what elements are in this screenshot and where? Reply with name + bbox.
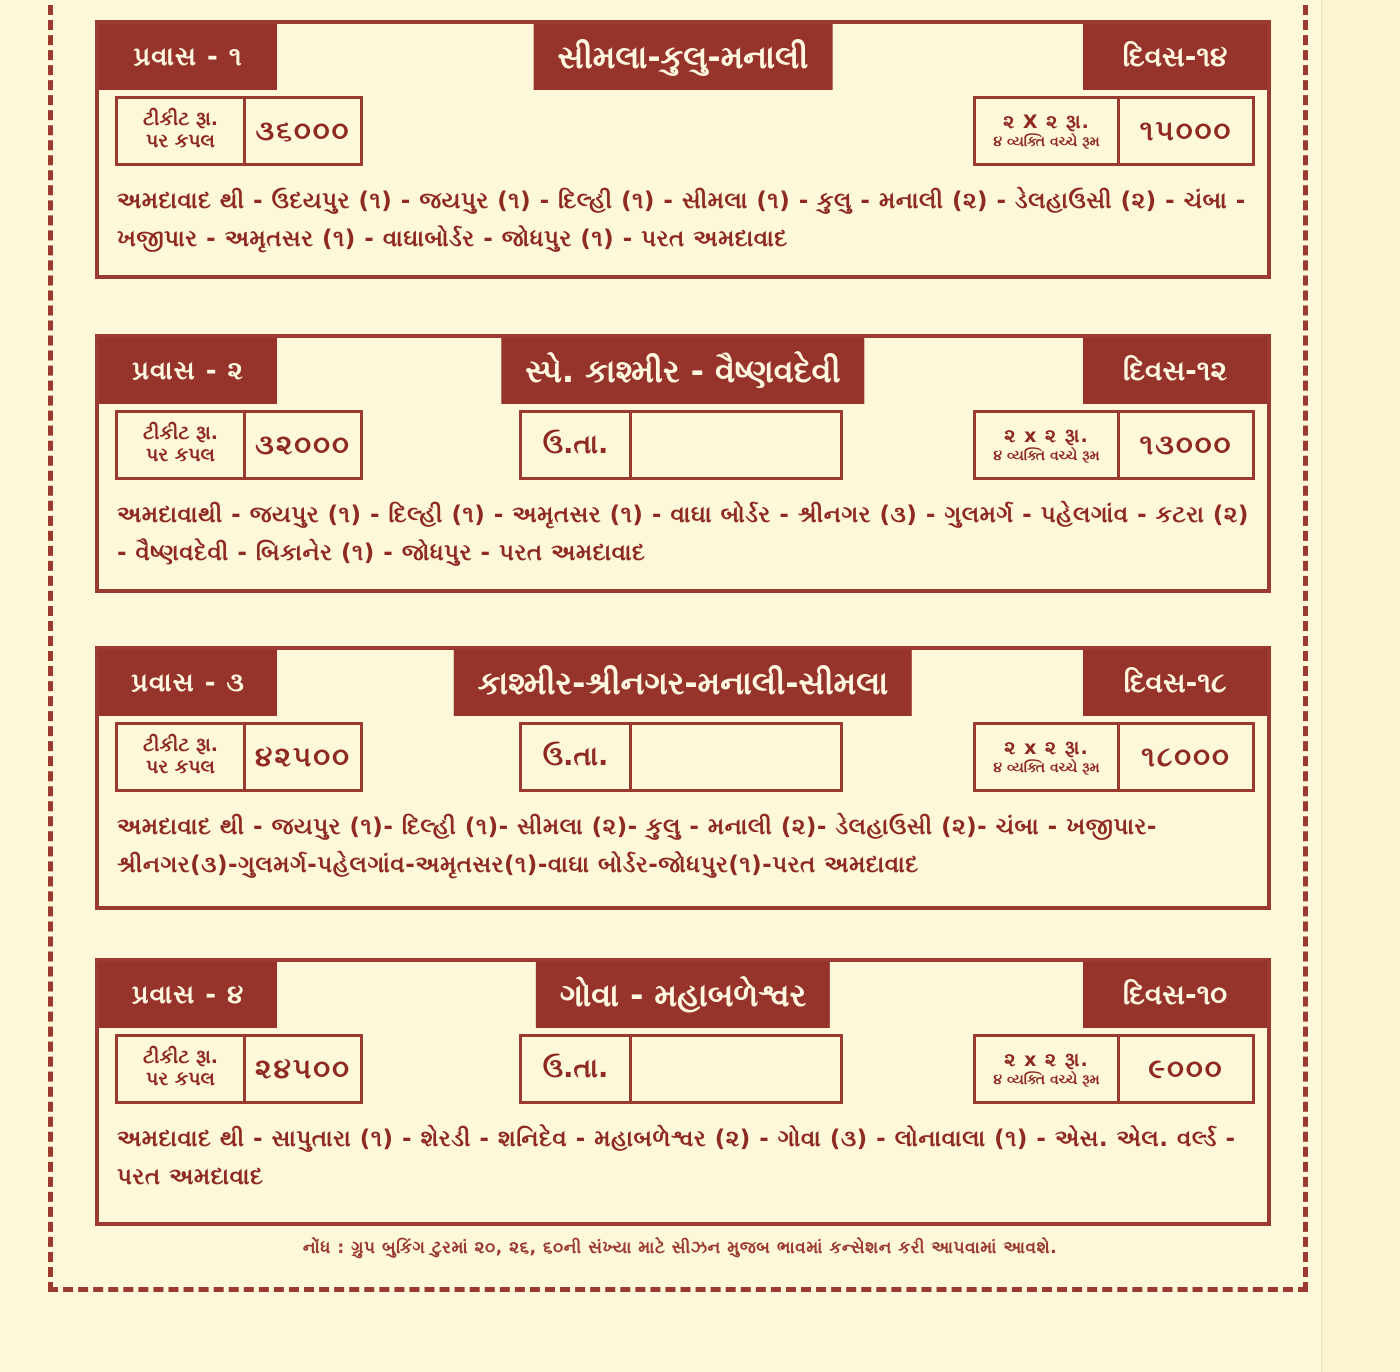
ticket-price-box xyxy=(115,722,363,792)
page-margin-strip xyxy=(1321,0,1400,1372)
ticket-price-box xyxy=(115,1034,363,1104)
price-row xyxy=(99,1028,1267,1104)
tour-card-2 xyxy=(95,334,1271,593)
tour-card-3 xyxy=(95,646,1271,910)
ticket-label-line-2: પર કપલ xyxy=(146,444,215,466)
tour-number-label: પ્રવાસ - ૨ xyxy=(99,338,277,404)
footer-note: નોંધ : ગ્રુપ બુકિંગ ટુરમાં ૨૦, ૨૬, ૬૦ની સંખ્યા માટે સીઝન મુજબ ભાવમાં કન્સેશન કરી આપવામાં આવશે. xyxy=(302,1238,1058,1258)
ticket-price-label xyxy=(118,725,246,789)
ut-value xyxy=(632,1037,840,1101)
tour-card-1 xyxy=(95,20,1271,279)
tour-header xyxy=(99,338,1267,404)
tour-route: અમદાવાદ થી - સાપુતારા (૧) - શેરડી - શનિદેવ - મહાબળેશ્વર (૨) - ગોવા (૩) - લોનાવાલા (૧) - એસ. એલ. વર્લ્ડ - પરત અમદાવાદ xyxy=(117,1126,1236,1190)
room-share-price-box xyxy=(973,1034,1255,1104)
tour-days: દિવસ-૧૪ xyxy=(1083,24,1267,90)
tour-header xyxy=(99,962,1267,1028)
tour-number-label: પ્રવાસ - ૩ xyxy=(99,650,277,716)
ut-value xyxy=(632,725,840,789)
room-share-value: ૯૦૦૦ xyxy=(1148,1052,1224,1085)
ticket-price-box xyxy=(115,96,363,166)
tour-days: દિવસ-૧૮ xyxy=(1083,650,1267,716)
price-row xyxy=(99,90,1267,166)
ticket-label-line-2: પર કપલ xyxy=(146,130,215,152)
room-share-label-line-1: ૨ x ૨ રૂા. xyxy=(1004,425,1089,448)
tour-card-4 xyxy=(95,958,1271,1226)
tour-header xyxy=(99,24,1267,90)
tour-route: અમદાવાદ થી - ઉદયપુર (૧) - જયપુર (૧) - દિલ્હી (૧) - સીમલા (૧) - કુલુ - મનાલી (૨) - ડેલહાઉસી (૨) - ચંબા - ખજીપાર - અમૃતસર (૧) - વાઘાબોર્ડર - જોધપુર (૧) - પરત અમદાવાદ xyxy=(117,188,1246,252)
room-share-price-box xyxy=(973,722,1255,792)
tour-title: ગોવા - મહાબળેશ્વર xyxy=(536,962,830,1028)
room-share-label-line-2: ૪ વ્યક્તિ વચ્ચે રૂમ xyxy=(993,759,1100,776)
price-row xyxy=(99,716,1267,792)
room-share-label-line-2: ૪ વ્યક્તિ વચ્ચે રૂમ xyxy=(993,1071,1100,1088)
price-row xyxy=(99,404,1267,480)
ut-label: ઉ.તા. xyxy=(522,413,632,477)
ticket-label-line-2: પર કપલ xyxy=(146,1068,215,1090)
ticket-price-label xyxy=(118,413,246,477)
ut-label: ઉ.તા. xyxy=(522,1037,632,1101)
ticket-price-value: ૩૬૦૦૦ xyxy=(255,114,351,147)
ticket-label-line-1: ટીકીટ રૂા. xyxy=(143,734,218,757)
room-share-label-line-1: ૨ X ૨ રૂા. xyxy=(1003,111,1090,134)
tour-header xyxy=(99,650,1267,716)
room-share-label xyxy=(976,725,1120,789)
room-share-label-line-1: ૨ x ૨ રૂા. xyxy=(1004,737,1089,760)
room-share-value: ૧૮૦૦૦ xyxy=(1141,740,1231,773)
room-share-label xyxy=(976,413,1120,477)
ticket-label-line-1: ટીકીટ રૂા. xyxy=(143,108,218,131)
room-share-value: ૧૩૦૦૦ xyxy=(1139,428,1233,461)
ticket-price-label xyxy=(118,1037,246,1101)
tour-number-label: પ્રવાસ - ૪ xyxy=(99,962,277,1028)
room-share-price-box xyxy=(973,96,1255,166)
tour-days: દિવસ-૧૦ xyxy=(1083,962,1267,1028)
ticket-price-box xyxy=(115,410,363,480)
tour-title: કાશ્મીર-શ્રીનગર-મનાલી-સીમલા xyxy=(454,650,912,716)
ut-value xyxy=(632,413,840,477)
room-share-label-line-2: ૪ વ્યક્તિ વચ્ચે રૂમ xyxy=(993,133,1100,150)
tour-days: દિવસ-૧૨ xyxy=(1083,338,1267,404)
room-share-label xyxy=(976,1037,1120,1101)
room-share-label-line-1: ૨ x ૨ રૂા. xyxy=(1004,1049,1089,1072)
ut-box xyxy=(519,1034,843,1104)
ticket-label-line-1: ટીકીટ રૂા. xyxy=(143,422,218,445)
tour-route: અમદાવાદ થી - જયપુર (૧)- દિલ્હી (૧)- સીમલા (૨)- કુલુ - મનાલી (૨)- ડેલહાઉસી (૨)- ચંબા - ખજીપાર-શ્રીનગર(૩)-ગુલમર્ગ-પહેલગાંવ-અમૃતસર(૧)-વાઘા બોર્ડર-જોધપુર(૧)-પરત અમદાવાદ xyxy=(117,814,1157,878)
ticket-label-line-1: ટીકીટ રૂા. xyxy=(143,1046,218,1069)
room-share-label xyxy=(976,99,1120,163)
room-share-value: ૧૫૦૦૦ xyxy=(1139,114,1233,147)
ut-label: ઉ.તા. xyxy=(522,725,632,789)
tour-title: સ્પે. કાશ્મીર - વૈષ્ણવદેવી xyxy=(501,338,864,404)
ticket-price-label xyxy=(118,99,246,163)
room-share-price-box xyxy=(973,410,1255,480)
tour-route: અમદાવાથી - જયપુર (૧) - દિલ્હી (૧) - અમૃતસર (૧) - વાઘા બોર્ડર - શ્રીનગર (૩) - ગુલમર્ગ - પહેલગાંવ - કટરા (૨) - વૈષ્ણવદેવી - બિકાનેર (૧) - જોધપુર - પરત અમદાવાદ xyxy=(117,502,1249,566)
tour-number-label: પ્રવાસ - ૧ xyxy=(99,24,277,90)
ticket-price-value: ૨૪૫૦૦ xyxy=(255,1052,351,1085)
ut-box xyxy=(519,410,843,480)
ut-box xyxy=(519,722,843,792)
ticket-price-value: ૩૨૦૦૦ xyxy=(255,428,351,461)
room-share-label-line-2: ૪ વ્યક્તિ વચ્ચે રૂમ xyxy=(993,447,1100,464)
ticket-price-value: ૪૨૫૦૦ xyxy=(255,740,351,773)
tour-title: સીમલા-કુલુ-મનાલી xyxy=(534,24,833,90)
ticket-label-line-2: પર કપલ xyxy=(146,756,215,778)
